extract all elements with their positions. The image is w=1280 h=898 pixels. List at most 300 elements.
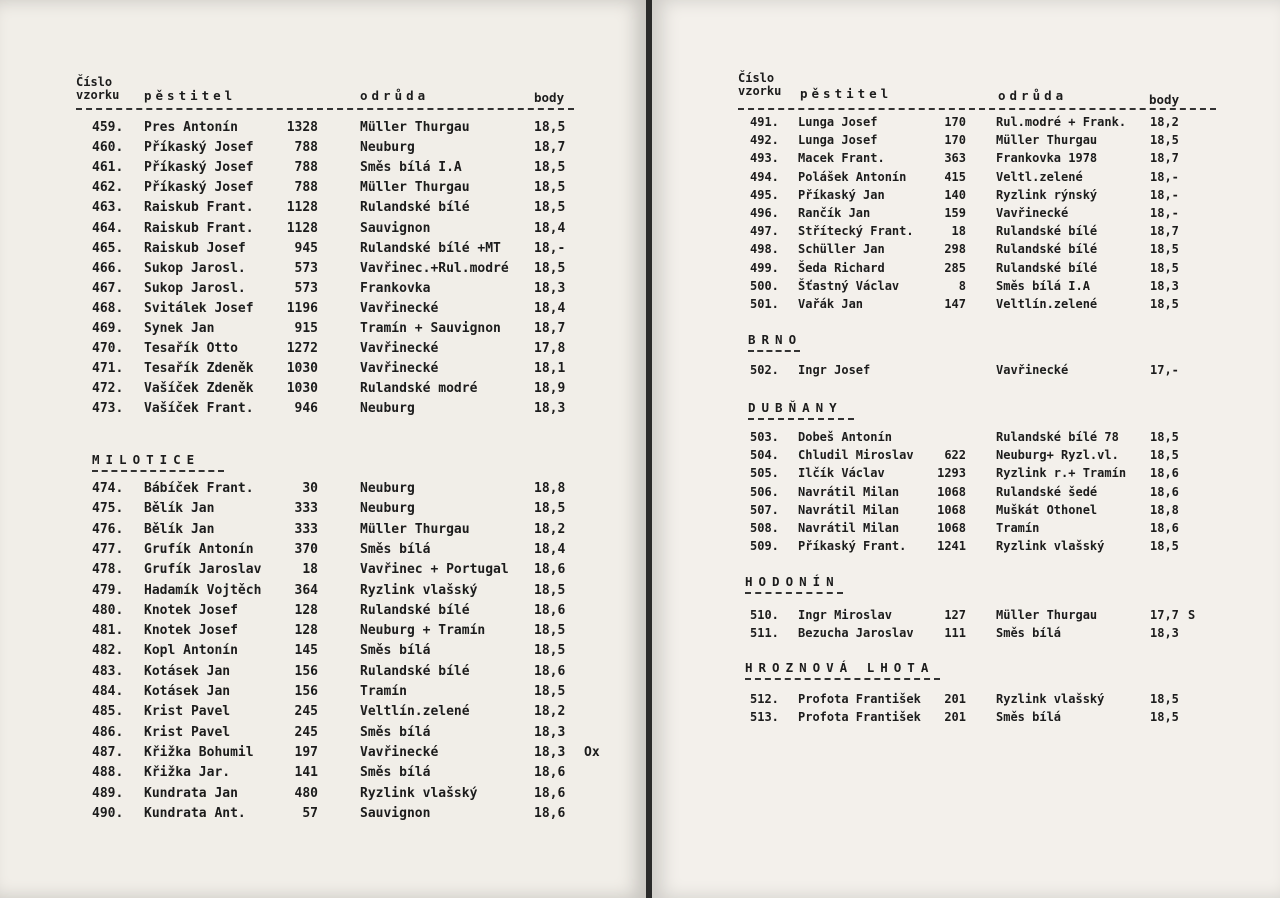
score: 18,5 [534, 582, 566, 598]
header-variety-right: odrůda [998, 88, 1068, 103]
grower-name: Křižka Jar. [144, 765, 231, 781]
sample-number: 511. [750, 626, 779, 640]
variety: Rul.modré + Frank. [996, 115, 1127, 129]
score: 18,3 [534, 744, 566, 760]
variety: Neuburg [360, 481, 415, 496]
section-title-hodonin: HODONÍN [745, 574, 840, 589]
variety: Směs bílá [996, 710, 1062, 724]
variety: Ryzlink vlašský [996, 692, 1105, 706]
sample-number: 494. [750, 169, 779, 184]
sample-number: 478. [92, 562, 124, 578]
score: 18,5 [1150, 539, 1179, 554]
table-row [0, 745, 646, 765]
grower-name: Polášek Antonín [798, 169, 907, 184]
table-row [0, 381, 646, 401]
grower-name: Příkaský Frant. [798, 539, 907, 554]
sample-number: 459. [92, 120, 124, 135]
grower-name: Vašíček Frant. [144, 401, 254, 417]
variety: Vavřinecké [360, 744, 439, 760]
sample-number: 477. [92, 541, 124, 557]
variety: Ryzlink vlašský [996, 539, 1105, 554]
grower-name: Chludil Miroslav [798, 448, 914, 463]
grower-number: 145 [294, 643, 318, 659]
grower-number: 170 [944, 133, 966, 148]
score: 18,6 [534, 765, 566, 781]
sample-number: 497. [750, 224, 779, 239]
header-rule-right [738, 108, 1216, 110]
score: 18,5 [1150, 242, 1179, 257]
sample-number: 471. [92, 361, 124, 377]
grower-name: Krist Pavel [144, 724, 231, 740]
grower-number: 1128 [286, 200, 318, 216]
variety: Ryzlink r.+ Tramín [996, 466, 1127, 481]
grower-name: Šeda Richard [798, 260, 885, 275]
grower-name: Ingr Josef [798, 363, 871, 377]
grower-name: Bělík Jan [144, 501, 215, 517]
score: 18,3 [1150, 626, 1179, 640]
score: 18,5 [534, 260, 566, 276]
variety: Tramín + Sauvignon [360, 321, 501, 336]
section-rule-hroznova-lhota [745, 678, 940, 680]
score: 18,6 [1150, 521, 1179, 535]
table-row [652, 279, 1280, 297]
grower-number: 156 [294, 684, 318, 699]
grower-number: 1030 [286, 381, 318, 397]
variety: Sauvignon [360, 805, 431, 821]
score: 18,5 [1150, 710, 1179, 724]
grower-number: 197 [294, 744, 318, 760]
variety: Vavřinecké [360, 341, 439, 357]
variety: Müller Thurgau [360, 521, 470, 537]
grower-number: 573 [294, 260, 318, 276]
variety: Vavřinecké [360, 361, 439, 377]
sample-number: 508. [750, 521, 779, 535]
score: 18,2 [534, 704, 566, 720]
variety: Vavřinecké [996, 363, 1069, 377]
sample-number: 481. [92, 623, 124, 639]
sample-number: 504. [750, 448, 779, 463]
sample-number: 505. [750, 466, 779, 481]
score: 18,6 [1150, 466, 1179, 481]
table-row [0, 401, 646, 421]
grower-number: 915 [294, 321, 318, 336]
grower-number: 141 [294, 765, 318, 781]
note: S [1188, 608, 1196, 622]
variety: Rulandské bílé 78 [996, 430, 1119, 444]
sample-number: 501. [750, 297, 779, 311]
variety: Neuburg [360, 401, 415, 417]
grower-number: 1068 [937, 521, 966, 535]
sample-number: 486. [92, 724, 124, 740]
sample-number: 493. [750, 151, 779, 166]
score: 18,4 [534, 541, 566, 557]
sample-number: 499. [750, 260, 779, 275]
table-row [0, 501, 646, 521]
table-row [652, 115, 1280, 133]
grower-number: 370 [294, 541, 318, 557]
sample-number: 507. [750, 502, 779, 517]
right-page [652, 0, 1280, 898]
table-row [0, 684, 646, 704]
grower-number: 480 [294, 785, 318, 801]
grower-name: Vařák Jan [798, 297, 864, 311]
grower-name: Střítecký Frant. [798, 224, 914, 239]
sample-number: 498. [750, 242, 779, 257]
grower-number: 201 [944, 710, 966, 724]
table-row [652, 466, 1280, 484]
header-sample-number [76, 76, 119, 102]
sample-number: 463. [92, 200, 124, 216]
sample-number: 483. [92, 663, 124, 679]
score: 18,4 [534, 300, 566, 316]
score: 18,6 [1150, 484, 1179, 499]
header-vzorku-right: vzorku [738, 84, 782, 98]
grower-name: Lunga Josef [798, 115, 878, 129]
variety: Vavřinec + Portugal [360, 562, 509, 578]
header-cislo-right: Číslo [738, 71, 775, 85]
sample-number: 492. [750, 133, 779, 148]
variety: Rulandské bílé [996, 242, 1098, 257]
table-row [652, 188, 1280, 206]
grower-number: 201 [944, 692, 966, 706]
sample-number: 489. [92, 785, 124, 801]
variety: Rulandské bílé [360, 200, 470, 216]
sample-number: 467. [92, 280, 124, 296]
sample-number: 490. [92, 805, 124, 821]
header-vzorku: vzorku [76, 88, 120, 102]
grower-number: 298 [944, 242, 966, 257]
score: 18,7 [1150, 224, 1179, 239]
grower-name: Bělík Jan [144, 521, 215, 537]
grower-name: Sukop Jarosl. [144, 260, 246, 276]
table-row [652, 608, 1280, 626]
grower-number: 245 [294, 724, 318, 740]
score: 18,5 [534, 501, 566, 517]
section-title-milotice: MILOTICE [92, 452, 201, 467]
sample-number: 469. [92, 321, 124, 336]
grower-name: Dobeš Antonín [798, 430, 892, 444]
grower-name: Synek Jan [144, 321, 215, 336]
grower-number: 127 [944, 608, 966, 622]
grower-name: Sukop Jarosl. [144, 280, 246, 296]
score: 18,7 [1150, 151, 1179, 166]
grower-number: 128 [294, 623, 318, 639]
grower-name: Macek Frant. [798, 151, 885, 166]
table-row [652, 485, 1280, 503]
grower-name: Navrátil Milan [798, 484, 900, 499]
table-row [0, 643, 646, 663]
table-row [0, 160, 646, 180]
table-row [0, 341, 646, 361]
grower-name: Tesařík Zdeněk [144, 361, 254, 377]
sample-number: 479. [92, 582, 124, 598]
variety: Veltlín.zelené [996, 297, 1098, 311]
grower-number: 18 [951, 224, 966, 239]
variety: Rulandské bílé +MT [360, 240, 501, 256]
grower-name: Ilčík Václav [798, 466, 885, 481]
grower-number: 1030 [286, 361, 318, 377]
score: 18,2 [1150, 115, 1179, 129]
grower-name: Raiskub Josef [144, 240, 246, 256]
variety: Směs bílá [360, 765, 431, 781]
score: 18,6 [534, 785, 566, 801]
variety: Sauvignon [360, 220, 431, 236]
grower-number: 156 [294, 663, 318, 679]
score: 18,4 [534, 220, 566, 236]
sample-number: 513. [750, 710, 779, 724]
score: 17,8 [534, 341, 566, 357]
table-row [652, 430, 1280, 448]
variety: Směs bílá [996, 626, 1062, 640]
score: 18,6 [534, 602, 566, 618]
score: 18,- [1150, 206, 1179, 220]
variety: Vavřinecké [996, 206, 1069, 220]
variety: Tramín [360, 684, 407, 699]
sample-number: 460. [92, 140, 124, 156]
variety: Tramín [996, 521, 1040, 535]
sample-number: 476. [92, 521, 124, 537]
grower-name: Lunga Josef [798, 133, 878, 148]
grower-number: 1196 [286, 300, 318, 316]
sample-number: 488. [92, 765, 124, 781]
sample-number: 482. [92, 643, 124, 659]
grower-number: 1068 [937, 484, 966, 499]
grower-name: Knotek Josef [144, 623, 238, 639]
grower-name: Kotásek Jan [144, 684, 231, 699]
table-row [0, 200, 646, 220]
variety: Směs bílá I.A [360, 160, 462, 176]
grower-name: Ingr Miroslav [798, 608, 892, 622]
variety: Rulandské bílé [996, 224, 1098, 239]
sample-number: 466. [92, 260, 124, 276]
variety: Müller Thurgau [360, 120, 470, 135]
grower-name: Příkaský Josef [144, 160, 254, 176]
sample-number: 485. [92, 704, 124, 720]
sample-number: 509. [750, 539, 779, 554]
score: 17,- [1150, 363, 1179, 377]
variety: Ryzlink rýnský [996, 187, 1098, 202]
grower-name: Příkaský Jan [798, 187, 885, 202]
sample-number: 462. [92, 180, 124, 196]
table-row [652, 206, 1280, 224]
grower-name: Knotek Josef [144, 602, 238, 618]
table-row [652, 539, 1280, 557]
variety: Veltlín.zelené [360, 704, 470, 720]
table-row [652, 521, 1280, 539]
grower-number: 140 [944, 187, 966, 202]
variety: Směs bílá [360, 724, 431, 740]
sample-number: 512. [750, 692, 779, 706]
variety: Neuburg [360, 501, 415, 517]
grower-number: 573 [294, 280, 318, 296]
variety: Frankovka [360, 280, 431, 296]
sample-number: 500. [750, 278, 779, 293]
score: 18,5 [1150, 260, 1179, 275]
sample-number: 496. [750, 206, 779, 220]
header-sample-number-right [738, 72, 781, 98]
score: 18,2 [534, 521, 566, 537]
score: 18,5 [534, 200, 566, 216]
section-rule-brno [748, 350, 800, 352]
sample-number: 468. [92, 300, 124, 316]
table-row [652, 224, 1280, 242]
grower-number: 1128 [286, 220, 318, 236]
table-row [652, 363, 1280, 381]
grower-number: 1293 [937, 466, 966, 481]
variety: Neuburg [360, 140, 415, 156]
score: 18,3 [1150, 278, 1179, 293]
score: 18,8 [1150, 502, 1179, 517]
table-row [0, 241, 646, 261]
score: 18,5 [534, 684, 566, 699]
header-score: body [534, 90, 565, 105]
grower-name: Grufík Antonín [144, 541, 254, 557]
table-row [652, 692, 1280, 710]
header-variety: odrůda [360, 88, 430, 103]
section-rule-milotice [92, 470, 224, 472]
table-row [652, 503, 1280, 521]
table-row [652, 261, 1280, 279]
header-score-right: body [1149, 92, 1180, 107]
table-row [0, 321, 646, 341]
sample-number: 502. [750, 363, 779, 377]
score: 18,- [1150, 187, 1179, 202]
sample-number: 470. [92, 341, 124, 357]
sample-number: 474. [92, 481, 124, 496]
grower-number: 333 [294, 501, 318, 517]
grower-number: 1328 [286, 120, 318, 135]
variety: Rulandské bílé [996, 260, 1098, 275]
score: 18,5 [1150, 430, 1179, 444]
score: 18,5 [1150, 692, 1179, 706]
sample-number: 510. [750, 608, 779, 622]
grower-name: Příkaský Josef [144, 180, 254, 196]
grower-name: Bábíček Frant. [144, 481, 254, 496]
score: 18,5 [1150, 133, 1179, 148]
table-row [0, 562, 646, 582]
grower-number: 364 [294, 582, 318, 598]
sample-number: 487. [92, 744, 124, 760]
variety: Vavřinec.+Rul.modré [360, 260, 509, 276]
sample-number: 506. [750, 484, 779, 499]
grower-name: Profota František [798, 710, 921, 724]
score: 18,6 [534, 562, 566, 578]
grower-number: 415 [944, 169, 966, 184]
table-row [0, 261, 646, 281]
table-row [0, 623, 646, 643]
grower-name: Navrátil Milan [798, 521, 900, 535]
grower-name: Krist Pavel [144, 704, 231, 720]
grower-name: Pres Antonín [144, 120, 238, 135]
score: 18,- [1150, 169, 1179, 184]
section-rule-dubnany [748, 418, 854, 420]
grower-number: 147 [944, 297, 966, 311]
table-row [0, 806, 646, 826]
grower-name: Rančík Jan [798, 206, 871, 220]
table-row [0, 180, 646, 200]
variety: Müller Thurgau [996, 608, 1098, 622]
table-row [652, 448, 1280, 466]
grower-number: 788 [294, 180, 318, 196]
table-row [0, 140, 646, 160]
grower-number: 111 [944, 626, 966, 640]
score: 17,7 [1150, 608, 1179, 622]
variety: Rulandské bílé [360, 602, 470, 618]
sample-number: 495. [750, 187, 779, 202]
header-grower: pěstitel [144, 88, 237, 103]
note: Ox [584, 744, 600, 760]
variety: Neuburg + Tramín [360, 623, 486, 639]
table-row [0, 786, 646, 806]
table-row [0, 704, 646, 724]
grower-name: Tesařík Otto [144, 341, 238, 357]
grower-name: Kotásek Jan [144, 663, 231, 679]
sample-number: 503. [750, 430, 779, 444]
variety: Muškát Othonel [996, 502, 1098, 517]
variety: Rulandské bílé [360, 663, 470, 679]
grower-name: Grufík Jaroslav [144, 562, 262, 578]
sample-number: 465. [92, 240, 124, 256]
grower-name: Křižka Bohumil [144, 744, 254, 760]
variety: Ryzlink vlašský [360, 582, 478, 598]
table-row [0, 765, 646, 785]
sample-number: 475. [92, 501, 124, 517]
grower-name: Vašíček Zdeněk [144, 381, 254, 397]
sample-number: 472. [92, 381, 124, 397]
score: 18,5 [534, 643, 566, 659]
grower-name: Navrátil Milan [798, 502, 900, 517]
section-title-dubnany: DUBŇANY [748, 400, 843, 415]
sample-number: 484. [92, 684, 124, 699]
sample-number: 473. [92, 401, 124, 417]
section-title-hroznova-lhota: HROZNOVÁ LHOTA [745, 660, 935, 675]
variety: Müller Thurgau [360, 180, 470, 196]
grower-name: Kundrata Ant. [144, 805, 246, 821]
grower-number: 788 [294, 140, 318, 156]
variety: Neuburg+ Ryzl.vl. [996, 448, 1119, 463]
table-row [0, 361, 646, 381]
grower-name: Svitálek Josef [144, 300, 254, 316]
table-row [652, 133, 1280, 151]
sample-number: 461. [92, 160, 124, 176]
score: 18,5 [534, 120, 566, 135]
score: 18,5 [534, 160, 566, 176]
table-row [0, 481, 646, 501]
table-row [652, 151, 1280, 169]
score: 18,7 [534, 140, 566, 156]
table-row [0, 221, 646, 241]
grower-number: 285 [944, 260, 966, 275]
sample-number: 491. [750, 115, 779, 129]
table-row [0, 542, 646, 562]
grower-name: Raiskub Frant. [144, 220, 254, 236]
variety: Vavřinecké [360, 300, 439, 316]
table-row [0, 664, 646, 684]
score: 18,1 [534, 361, 566, 377]
table-row [0, 603, 646, 623]
variety: Směs bílá I.A [996, 278, 1090, 293]
grower-number: 159 [944, 206, 966, 220]
variety: Müller Thurgau [996, 133, 1098, 148]
grower-name: Schüller Jan [798, 242, 885, 257]
grower-number: 788 [294, 160, 318, 176]
score: 18,6 [534, 805, 566, 821]
score: 18,3 [534, 401, 566, 417]
table-row [0, 725, 646, 745]
table-row [0, 120, 646, 140]
header-cislo: Číslo [76, 75, 113, 89]
table-row [652, 297, 1280, 315]
